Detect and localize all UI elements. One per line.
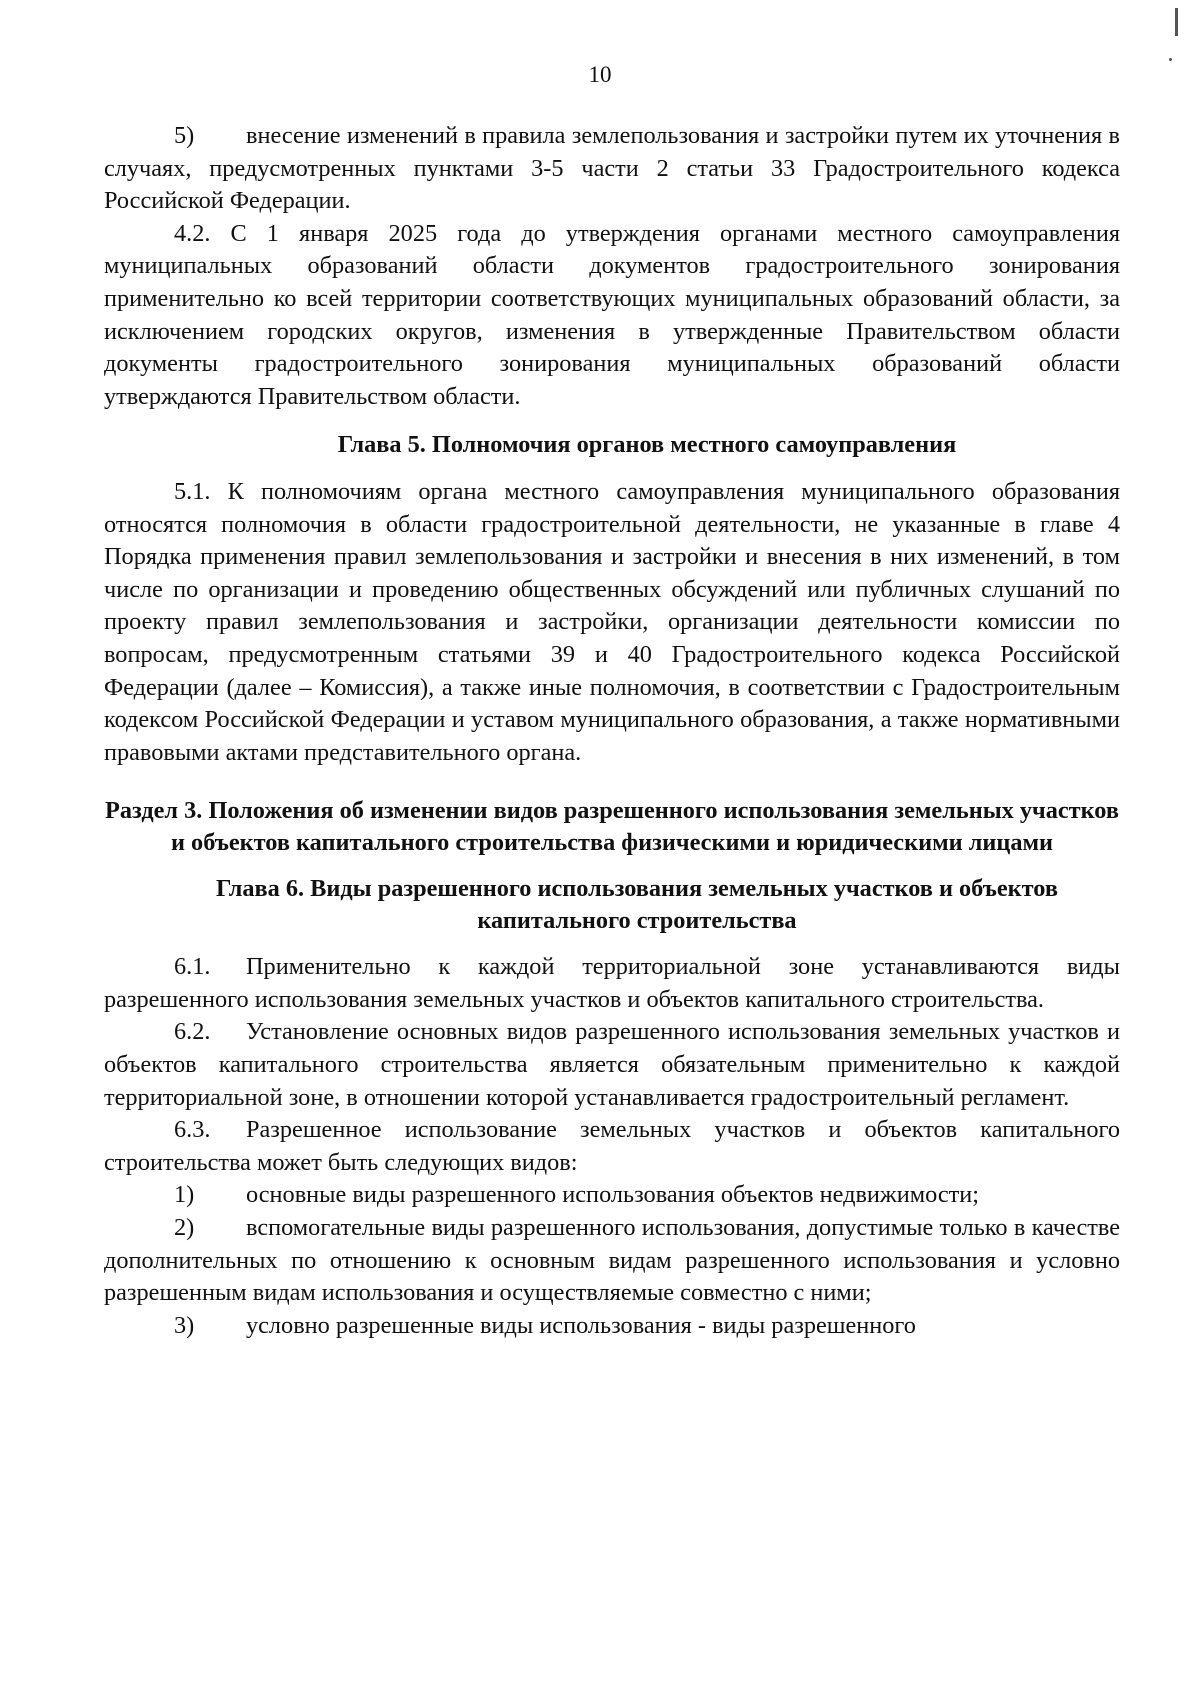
list-item-text: вспомогательные виды разрешенного использования, допустимые только в качестве дополнительных по отношению к основным видам разрешенного использования и условно разрешенным видам использования и осуществляемые совместно с ними; <box>104 1214 1120 1307</box>
paragraph-6-2 <box>104 1016 1120 1114</box>
list-item-text: основные виды разрешенного использования объектов недвижимости; <box>246 1181 979 1209</box>
section-3-heading: Раздел 3. Положения об изменении видов разрешенного использования земельных участков и объектов капитального строительства физическими и юридическими лицами <box>105 797 1119 857</box>
chapter-5-heading: Глава 5. Полномочия органов местного самоуправления <box>337 431 957 459</box>
paragraph-number: 6.1. <box>174 953 211 981</box>
paragraph-text: Установление основных видов разрешенного использования земельных участков и объектов капитального строительства является обязательным применительно к каждой территориальной зоне, в отношении которой устанавливается градостроительный регламент. <box>104 1018 1120 1111</box>
paragraph-5-1: 5.1. К полномочиям органа местного самоуправления муниципального образования относятся полномочия в области градостроительной деятельности, не указанные в главе 4 Порядка применения правил землепользования и застройки и внесения в них изменений, в том числе по организации и проведению общественных обсуждений или публичных слушаний по проекту правил землепользования и застройки, организации деятельности комиссии по вопросам, предусмотренным статьями 39 и 40 Градостроительного кодекса Российской Федерации (далее – Комиссия), а также иные полномочия, в соответствии с Градостроительным кодексом Российской Федерации и уставом муниципального образования, а также нормативными правовыми актами представительного органа. <box>104 477 1120 766</box>
list-item-number: 5) <box>174 122 195 149</box>
paragraph-text: Применительно к каждой территориальной зоне устанавливаются виды разрешенного использования земельных участков и объектов капитального строительства. <box>104 953 1120 1013</box>
chapter-6-heading: Глава 6. Виды разрешенного использования земельных участков и объектов капитального строительства <box>216 875 1058 935</box>
document-body <box>104 120 1120 1342</box>
paragraph-6-3 <box>104 1114 1120 1179</box>
list-item-5 <box>104 120 1120 218</box>
paragraph-4-2: 4.2. С 1 января 2025 года до утверждения органами местного самоуправления муниципальных образований области документов градостроительного зонирования применительно ко всей территории соответствующих муниципальных образований области, за исключением городских округов, изменения в утвержденные Правительством области документы градостроительного зонирования муниципальных образований области утверждаются Правительством области. <box>104 219 1120 410</box>
page-number: 10 <box>588 62 612 87</box>
list-item-2 <box>104 1212 1120 1310</box>
scan-artifact-dot <box>1169 58 1172 61</box>
scan-artifact-line <box>1175 8 1178 36</box>
paragraph-6-1 <box>104 951 1120 1016</box>
list-item-text: условно разрешенные виды использования - виды разрешенного <box>246 1311 916 1339</box>
list-item-text: внесение изменений в правила землепользования и застройки путем их уточнения в случаях, предусмотренных пунктами 3-5 части 2 статьи 33 Градостроительного кодекса Российской Федерации. <box>104 122 1120 215</box>
list-item-number: 3) <box>174 1311 195 1339</box>
list-item-3 <box>104 1310 1120 1343</box>
paragraph-number: 6.2. <box>174 1018 211 1046</box>
paragraph-text: Разрешенное использование земельных участков и объектов капитального строительства может быть следующих видов: <box>104 1116 1120 1176</box>
list-item-1 <box>104 1179 1120 1212</box>
list-item-number: 1) <box>174 1181 195 1209</box>
paragraph-number: 6.3. <box>174 1116 211 1144</box>
list-item-number: 2) <box>174 1214 195 1242</box>
